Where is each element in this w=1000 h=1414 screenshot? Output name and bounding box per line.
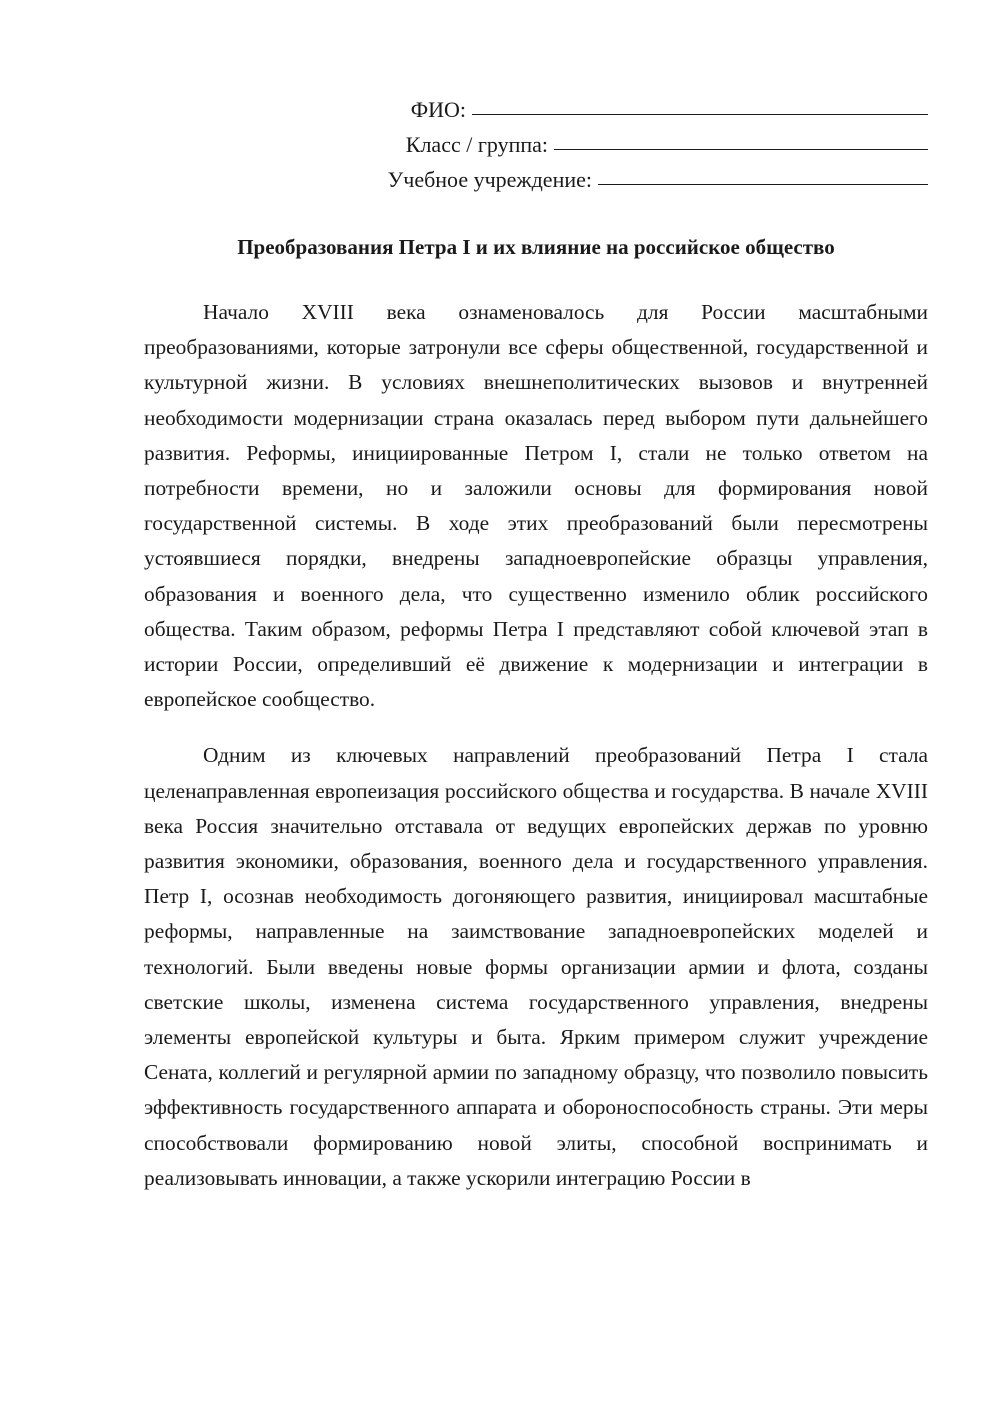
document-title: Преобразования Петра I и их влияние на российское общество (237, 235, 835, 259)
class-field-row (300, 127, 928, 162)
fio-blank-line (472, 92, 928, 115)
fio-field-row (300, 92, 928, 127)
class-label: Класс / группа: (405, 132, 548, 157)
school-label: Учебное учреждение: (387, 167, 592, 192)
fio-label: ФИО: (410, 97, 466, 122)
student-info-block (300, 92, 928, 197)
body-paragraph-1: Начало XVIII века ознаменовалось для России масштабными преобразованиями, которые затронули все сферы общественной, государственной и культурной жизни. В условиях внешнеполитических вызовов и внутренней необходимости модернизации страна оказалась перед выбором пути дальнейшего развития. Реформы, инициированные Петром I, стали не только ответом на потребности времени, но и заложили основы для формирования новой государственной системы. В ходе этих преобразований были пересмотрены устоявшиеся порядки, внедрены западноевропейские образцы управления, образования и военного дела, что существенно изменило облик российского общества. Таким образом, реформы Петра I представляют собой ключевой этап в истории России, определивший её движение к модернизации и интеграции в европейское сообщество. (144, 300, 928, 712)
document-body (144, 295, 928, 1217)
class-blank-line (554, 127, 928, 150)
school-field-row (300, 162, 928, 197)
body-paragraph-2: Одним из ключевых направлений преобразований Петра I стала целенаправленная европеизация российского общества и государства. В начале XVIII века Россия значительно отставала от ведущих европейских держав по уровню развития экономики, образования, военного дела и государственного управления. Петр I, осознав необходимость догоняющего развития, инициировал масштабные реформы, направленные на заимствование западноевропейских моделей и технологий. Были введены новые формы организации армии и флота, созданы светские школы, изменена система государственного управления, внедрены элементы европейской культуры и быта. Ярким примером служит учреждение Сената, коллегий и регулярной армии по западному образцу, что позволило повысить эффективность государственного аппарата и обороноспособность страны. Эти меры способствовали формированию новой элиты, способной воспринимать и реализовывать инновации, а также ускорили интеграцию России в (144, 743, 928, 1190)
school-blank-line (598, 162, 928, 185)
